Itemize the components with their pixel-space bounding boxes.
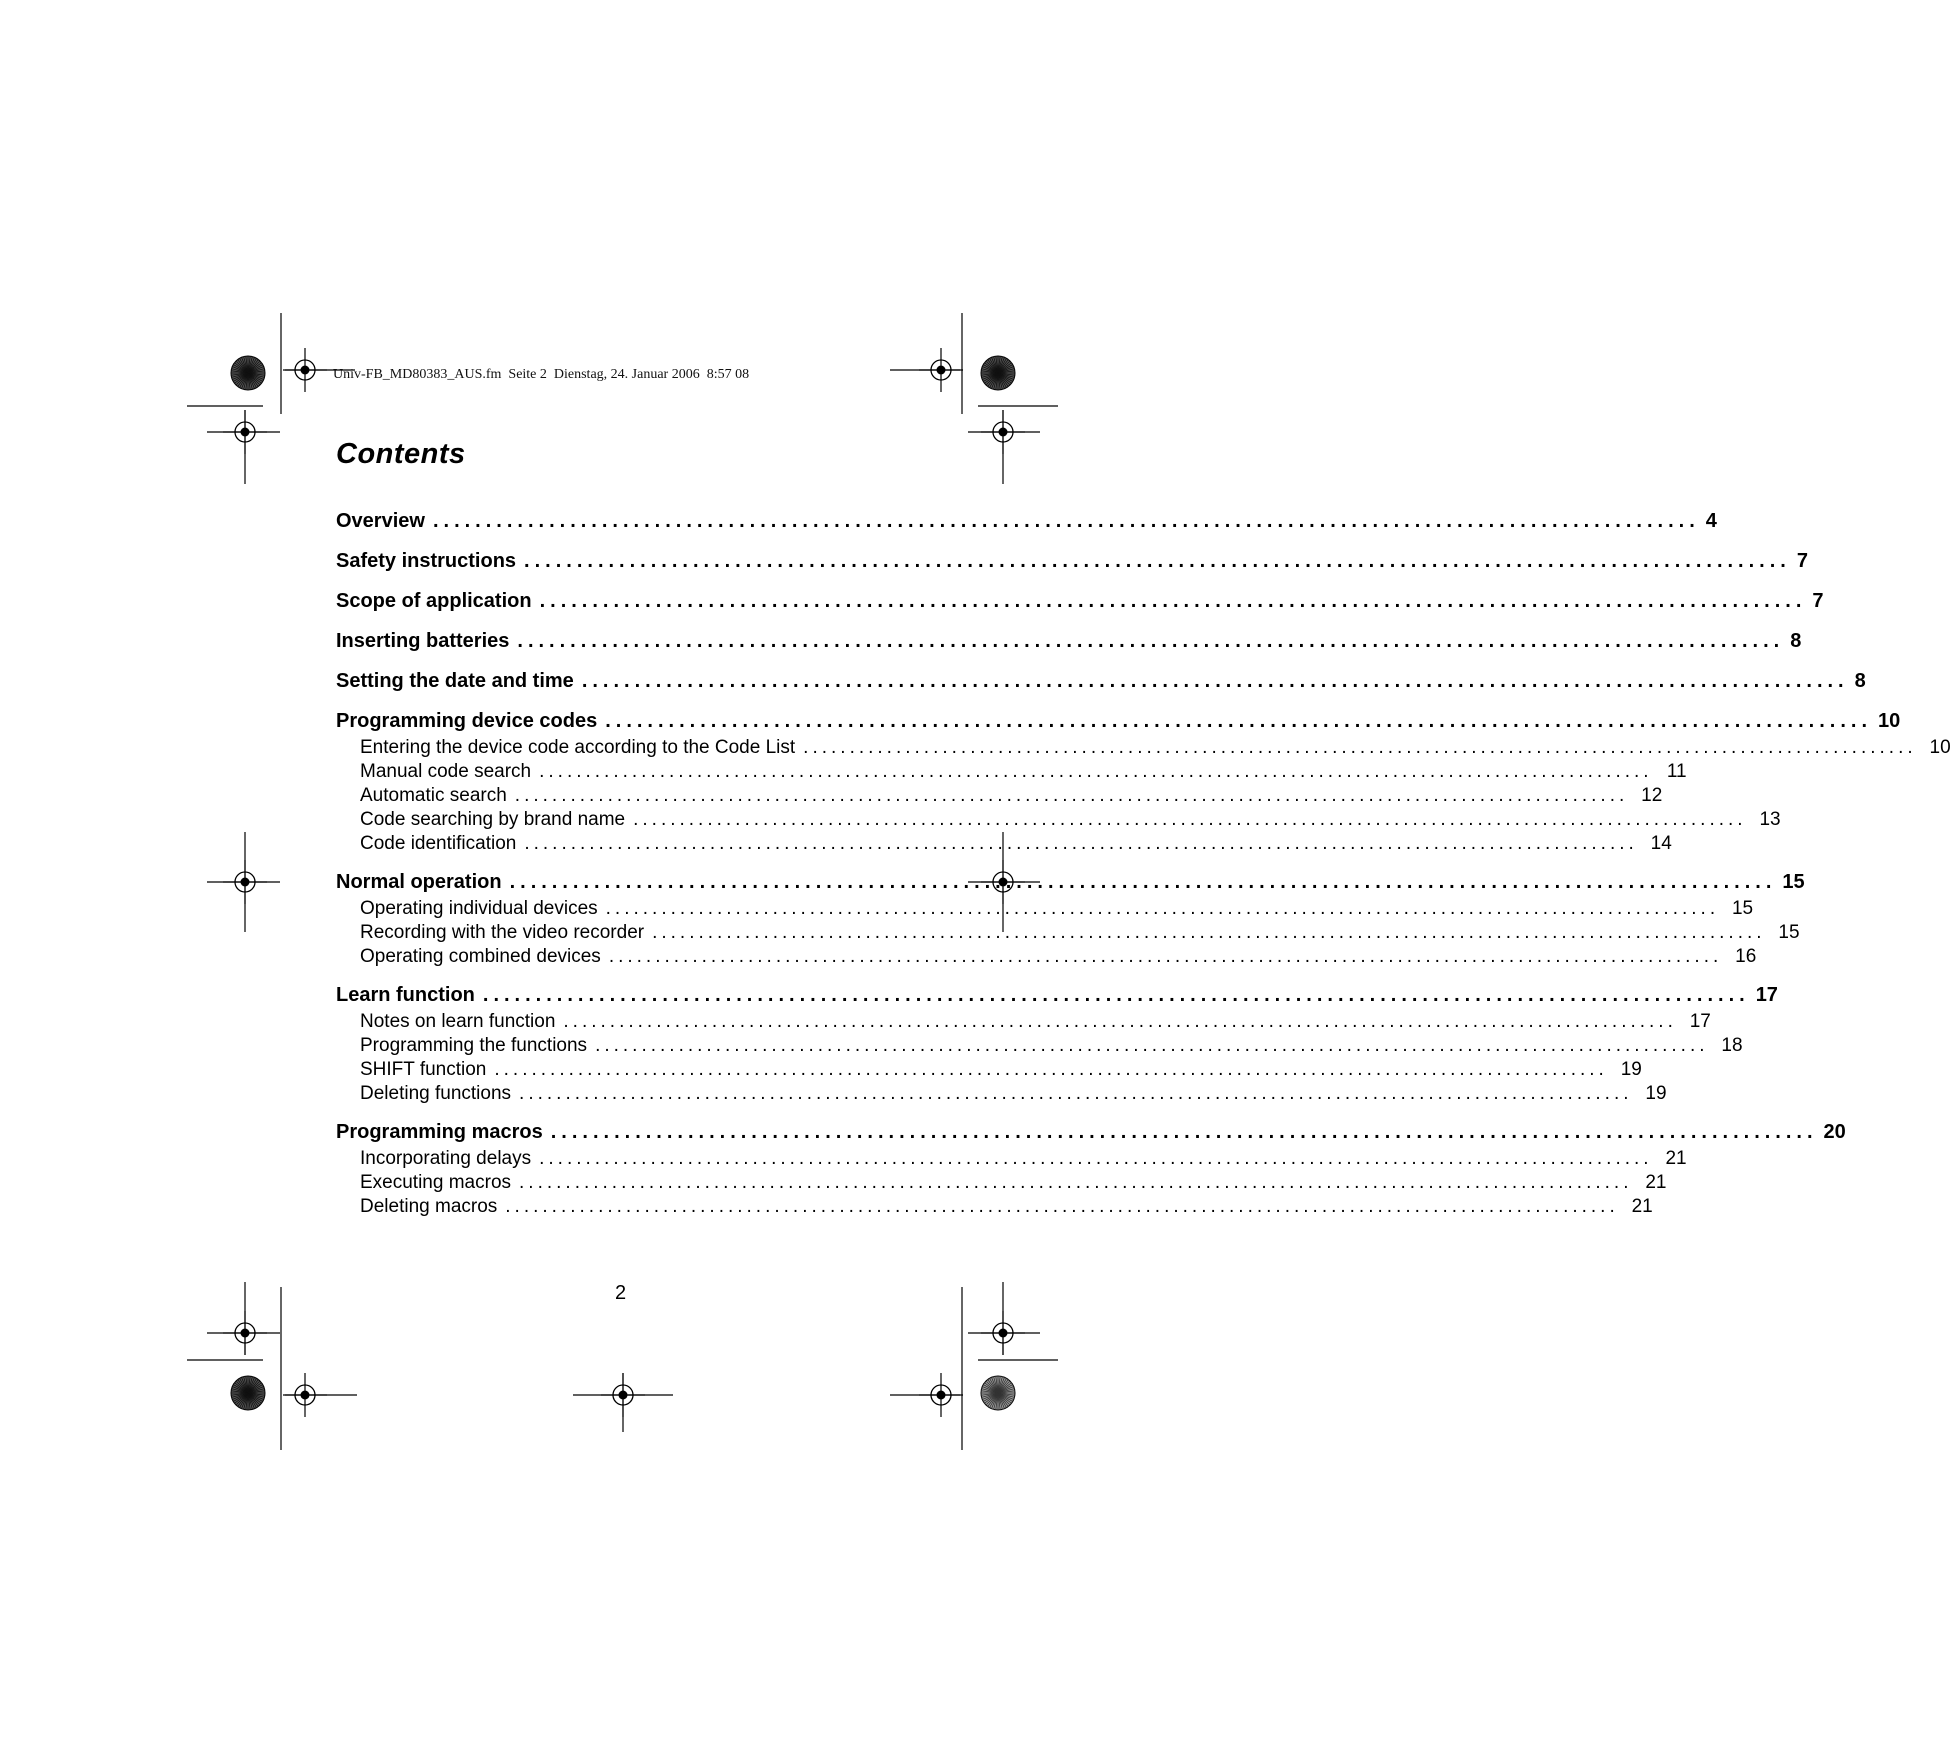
toc-entry-title: Safety instructions (336, 550, 517, 572)
dot-leader: ........................................................................................................................ (539, 761, 1653, 782)
print-rosette-icon (981, 356, 1015, 390)
toc-entry (336, 627, 1802, 655)
toc-subentry-title: Incorporating delays (360, 1148, 532, 1169)
toc-entry-page: 10 (1878, 710, 1901, 732)
dot-leader: ........................................................................................................................ (482, 984, 1750, 1006)
toc-entry (336, 981, 1778, 1009)
dot-leader: ........................................................................................................................ (514, 785, 1629, 806)
toc-section (336, 667, 1866, 695)
toc-subentry (336, 808, 1781, 832)
toc-subentry (336, 897, 1754, 921)
toc-entry-page: 20 (1823, 1121, 1846, 1143)
toc-subentry-title: Automatic search (360, 785, 507, 806)
toc-subentry-page: 17 (1689, 1011, 1711, 1032)
toc-subentry (336, 1195, 1653, 1219)
toc-subentry (336, 945, 1757, 969)
toc-section (336, 627, 1802, 655)
toc-section (336, 507, 1717, 535)
toc-subentry-page: 19 (1620, 1059, 1642, 1080)
toc-subentry-title: Operating combined devices (360, 946, 601, 967)
toc-subentry-page: 18 (1721, 1035, 1743, 1056)
toc-subentry-title: Executing macros (360, 1172, 512, 1193)
dot-leader: ........................................................................................................................ (563, 1011, 1677, 1032)
toc-entry (336, 868, 1805, 896)
toc-entry (336, 1118, 1846, 1146)
dot-leader: ........................................................................................................................ (432, 510, 1700, 532)
dot-leader: ........................................................................................................................ (539, 590, 1807, 612)
toc-subentry-page: 13 (1759, 809, 1781, 830)
toc-subentry-title: Manual code search (360, 761, 532, 782)
dot-leader: ........................................................................................................................ (509, 871, 1777, 893)
toc-subentry-title: Notes on learn function (360, 1011, 556, 1032)
toc-subentry-page: 15 (1731, 898, 1754, 919)
toc-subentry (336, 1034, 1743, 1058)
toc-entry-page: 7 (1812, 590, 1824, 612)
toc-subentry-title: Entering the device code according to the Code List (360, 737, 796, 758)
dot-leader: ........................................................................................................................ (505, 1196, 1619, 1217)
toc-subentry-page: 21 (1665, 1148, 1687, 1169)
toc-subentry-page: 19 (1645, 1083, 1667, 1104)
print-file-info: Univ-FB_MD80383_AUS.fm Seite 2 Dienstag, 24. Januar 2006 8:57 08 (333, 367, 750, 382)
toc-entry (336, 507, 1717, 535)
toc-entry-title: Learn function (336, 984, 475, 1006)
toc-entry-page: 8 (1790, 630, 1802, 652)
toc-subentry-page: 15 (1778, 922, 1800, 943)
page-number: 2 (614, 1282, 627, 1304)
toc-subentry (336, 736, 1951, 760)
toc-entry-title: Inserting batteries (336, 630, 510, 652)
toc-subentry (336, 1082, 1667, 1106)
toc-entry-title: Setting the date and time (336, 670, 574, 692)
toc-section (336, 587, 1824, 615)
toc-entry-title: Scope of application (336, 590, 532, 612)
page-title: Contents (336, 438, 466, 470)
toc-subentry (336, 1010, 1711, 1034)
dot-leader: ........................................................................................................................ (605, 710, 1872, 732)
toc-entry-title: Programming device codes (336, 710, 598, 732)
toc-subentry-title: Code identification (360, 833, 517, 854)
dot-leader: ........................................................................................................................ (608, 946, 1723, 967)
toc-subentry (336, 784, 1663, 808)
dot-leader: ........................................................................................................................ (524, 833, 1638, 854)
toc-section (336, 547, 1808, 575)
toc-entry-title: Programming macros (336, 1121, 543, 1143)
table-of-contents (336, 507, 1951, 1231)
dot-leader: ........................................................................................................................ (524, 550, 1791, 572)
toc-subentry (336, 832, 1672, 856)
toc-section (336, 868, 1805, 969)
toc-subentry-page: 11 (1666, 761, 1687, 782)
toc-subentry-page: 21 (1631, 1196, 1653, 1217)
toc-entry-page: 4 (1705, 510, 1717, 532)
toc-subentry (336, 1147, 1687, 1171)
toc-subentry-page: 21 (1645, 1172, 1667, 1193)
dot-leader: ........................................................................................................................ (633, 809, 1747, 830)
toc-subentry-title: Code searching by brand name (360, 809, 626, 830)
toc-subentry (336, 760, 1687, 784)
dot-leader: ........................................................................................................................ (519, 1083, 1633, 1104)
toc-entry-page: 17 (1755, 984, 1778, 1006)
toc-subentry-title: SHIFT function (360, 1059, 487, 1080)
toc-entry (336, 667, 1866, 695)
toc-subentry (336, 1171, 1667, 1195)
print-rosette-icon (231, 356, 265, 390)
toc-section (336, 707, 1951, 856)
toc-entry (336, 587, 1824, 615)
dot-leader: ........................................................................................................................ (803, 737, 1917, 758)
toc-subentry-page: 16 (1735, 946, 1757, 967)
toc-subentry (336, 1058, 1642, 1082)
dot-leader: ........................................................................................................................ (539, 1148, 1653, 1169)
print-rosette-icon (231, 1376, 265, 1410)
toc-section (336, 981, 1778, 1106)
toc-entry-page: 8 (1854, 670, 1866, 692)
toc-entry-page: 7 (1796, 550, 1808, 572)
toc-subentry-page: 12 (1641, 785, 1663, 806)
toc-subentry-title: Programming the functions (360, 1035, 588, 1056)
toc-entry-title: Overview (336, 510, 425, 532)
toc-entry-page: 15 (1782, 871, 1805, 893)
toc-subentry-title: Operating individual devices (360, 898, 598, 919)
toc-section (336, 1118, 1846, 1219)
toc-subentry (336, 921, 1800, 945)
toc-subentry-title: Deleting macros (360, 1196, 498, 1217)
dot-leader: ........................................................................................................................ (517, 630, 1785, 652)
dot-leader: ........................................................................................................................ (581, 670, 1849, 692)
toc-entry (336, 707, 1901, 735)
dot-leader: ........................................................................................................................ (494, 1059, 1608, 1080)
toc-entry-title: Normal operation (336, 871, 502, 893)
print-rosette-icon (981, 1376, 1015, 1410)
dot-leader: ........................................................................................................................ (595, 1035, 1709, 1056)
toc-subentry-page: 10 (1929, 737, 1951, 758)
dot-leader: ........................................................................................................................ (519, 1172, 1633, 1193)
toc-subentry-page: 14 (1650, 833, 1672, 854)
dot-leader: ........................................................................................................................ (652, 922, 1766, 943)
toc-subentry-title: Deleting functions (360, 1083, 512, 1104)
dot-leader: ........................................................................................................................ (605, 898, 1720, 919)
dot-leader: ........................................................................................................................ (550, 1121, 1818, 1143)
toc-subentry-title: Recording with the video recorder (360, 922, 645, 943)
toc-entry (336, 547, 1808, 575)
